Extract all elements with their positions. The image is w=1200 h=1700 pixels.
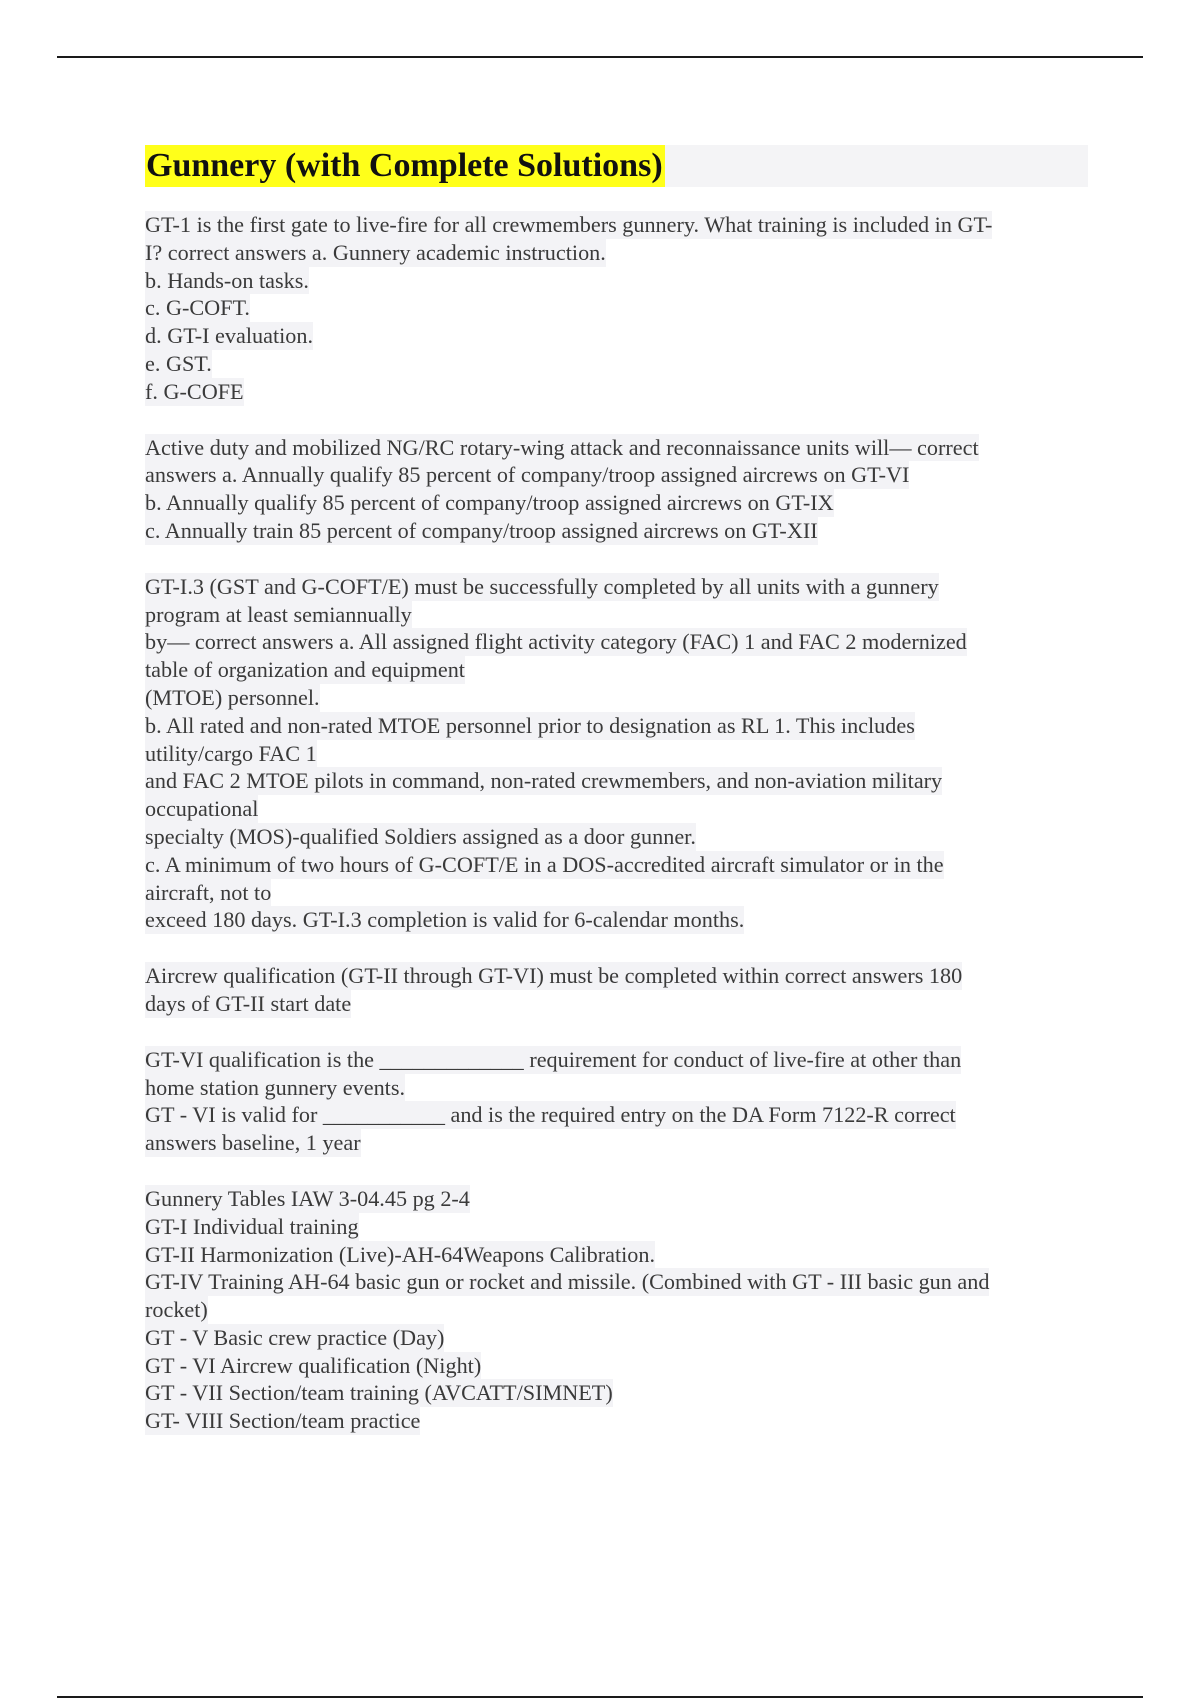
- text-line: c. G-COFT.: [145, 295, 250, 321]
- text-line: GT - V Basic crew practice (Day): [145, 1324, 445, 1350]
- text-line: b. Hands-on tasks.: [145, 267, 309, 293]
- text-line: exceed 180 days. GT-I.3 completion is valid for 6-calendar months.: [145, 907, 745, 933]
- text-line: rocket): [145, 1297, 208, 1323]
- text-line: GT-VI qualification is the _____________ requirement for conduct of live-fire at other than: [145, 1046, 962, 1072]
- text-line: GT-I Individual training: [145, 1213, 359, 1239]
- text-line: Aircrew qualification (GT-II through GT-VI) must be completed within correct answers 180: [145, 963, 963, 989]
- text-line: GT-I.3 (GST and G-COFT/E) must be successfully completed by all units with a gunnery: [145, 573, 939, 599]
- title-band: [145, 145, 1088, 187]
- footer-rule: [57, 1696, 1143, 1698]
- text-line: Active duty and mobilized NG/RC rotary-wing attack and reconnaissance units will— correct: [145, 434, 979, 460]
- header-rule: [57, 56, 1143, 58]
- text-line: GT - VI Aircrew qualification (Night): [145, 1352, 482, 1378]
- text-line: b. Annually qualify 85 percent of company/troop assigned aircrews on GT-IX: [145, 490, 834, 516]
- text-line: c. A minimum of two hours of G-COFT/E in a DOS-accredited aircraft simulator or in the: [145, 851, 944, 877]
- text-line: answers a. Annually qualify 85 percent of company/troop assigned aircrews on GT-VI: [145, 462, 910, 488]
- sections-container: [145, 211, 1088, 1435]
- text-line: GT-II Harmonization (Live)-AH-64Weapons Calibration.: [145, 1241, 656, 1267]
- text-line: c. Annually train 85 percent of company/troop assigned aircrews on GT-XII: [145, 517, 818, 543]
- question-block: [145, 573, 1088, 934]
- text-line: (MTOE) personnel.: [145, 684, 320, 710]
- text-line: GT - VI is valid for ___________ and is the required entry on the DA Form 7122-R correct: [145, 1102, 956, 1128]
- text-line: GT-1 is the first gate to live-fire for all crewmembers gunnery. What training is included in GT-: [145, 212, 993, 237]
- text-line: b. All rated and non-rated MTOE personnel prior to designation as RL 1. This includes: [145, 712, 915, 738]
- text-line: specialty (MOS)-qualified Soldiers assigned as a door gunner.: [145, 823, 696, 849]
- question-block: [145, 962, 1088, 1018]
- question-block: [145, 1185, 1088, 1435]
- text-line: I? correct answers a. Gunnery academic instruction.: [145, 239, 606, 265]
- text-line: e. GST.: [145, 350, 212, 376]
- text-line: utility/cargo FAC 1: [145, 740, 317, 766]
- text-line: GT-IV Training AH-64 basic gun or rocket and missile. (Combined with GT - III basic gun and: [145, 1269, 990, 1295]
- text-line: GT - VII Section/team training (AVCATT/SIMNET): [145, 1380, 613, 1406]
- text-line: answers baseline, 1 year: [145, 1130, 361, 1156]
- question-block: [145, 434, 1088, 545]
- text-line: and FAC 2 MTOE pilots in command, non-rated crewmembers, and non-aviation military: [145, 768, 943, 794]
- text-line: d. GT-I evaluation.: [145, 323, 314, 349]
- question-block: [145, 211, 1088, 406]
- text-line: program at least semiannually: [145, 601, 412, 627]
- text-line: table of organization and equipment: [145, 657, 465, 683]
- document-body: [145, 145, 1088, 1435]
- text-line: days of GT-II start date: [145, 990, 352, 1016]
- text-line: by— correct answers a. All assigned flight activity category (FAC) 1 and FAC 2 modernized: [145, 629, 967, 655]
- text-line: f. G-COFE: [145, 378, 244, 404]
- text-line: occupational: [145, 796, 259, 822]
- document-title: Gunnery (with Complete Solutions): [145, 145, 665, 187]
- text-line: aircraft, not to: [145, 879, 272, 905]
- question-block: [145, 1046, 1088, 1157]
- text-line: home station gunnery events.: [145, 1074, 406, 1100]
- text-line: GT- VIII Section/team practice: [145, 1408, 421, 1434]
- text-line: Gunnery Tables IAW 3-04.45 pg 2-4: [145, 1185, 470, 1211]
